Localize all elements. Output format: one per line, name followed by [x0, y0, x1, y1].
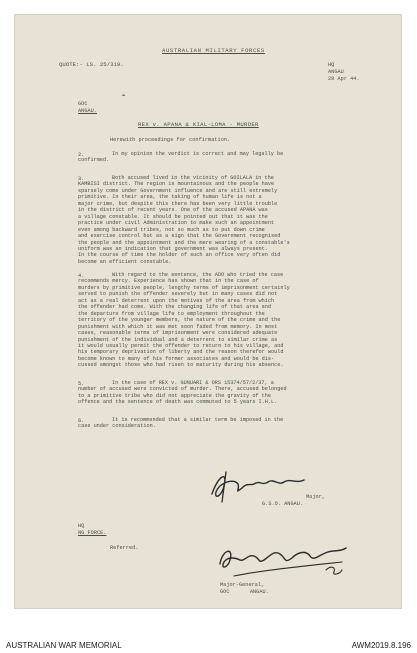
document-subheading: Herewith proceedings for confirmation.	[110, 137, 231, 143]
signature-2	[214, 536, 354, 584]
quote-reference	[59, 62, 124, 68]
footer-right: AWM2019.8.196	[351, 641, 411, 650]
quote-text: QUOTE:- LS. 25/319.	[59, 61, 124, 68]
hq-line: HQ	[328, 62, 335, 68]
ng-force-line: NG FORCE.	[78, 530, 107, 536]
signature-2-rank: Major-General,	[220, 582, 265, 588]
signature-1-scribble-icon	[204, 464, 314, 506]
signature-2-role-1: GOC	[220, 589, 230, 595]
paragraph-4-number: 4.	[78, 273, 85, 279]
paragraph-2-text: In my opinion the verdict is correct and may legally be confirmed.	[78, 151, 284, 164]
paragraph-4-text: With regard to the sentence, the ADO who tried the case recommends mercy. Experience has shown that in the case of murders by primitive people, lengthy terms of imprisonment certainly served to punish the offender severely but in many cases did not act as a real deterrent upon the motives of the area from which the offender had come. With the changing life of that area and the departure from village life to employment throughout the territory of the younger members, the nature of the crime and the punishment with which it was met soon faded from memory. In most cases, reasonable terms of imprisonment were considered adequate punishment of the individual and a deterrent to similar crime as it would usually permit the offender to return to his village, and his temporary deprivation of liberty and the reason therefor would become known to many of his former associates and would be dis- cussed amongst those who had risen to maturity during his absence.	[78, 272, 290, 369]
unit-line: ANGAU	[328, 69, 344, 75]
document-sheet	[14, 14, 402, 609]
signature-2-role-2: ANGAU.	[249, 589, 269, 595]
paragraph-6-text: It is recommended that a similar term be imposed in the case under consideration.	[78, 417, 284, 430]
paragraph-5-text: In the case of REX v. GUNUARI & ORS 15374/57/2/37, a number of accused were convicted of murder. There, accused belonged to a primitive tribe who did not appreciate the gravity of the offence and the sentence of death was commuted to 5 years I.H.L.	[78, 380, 287, 406]
footer	[0, 641, 417, 653]
signature-1-rank: Major,	[306, 494, 325, 500]
paragraph-6-number: 6.	[78, 418, 85, 424]
paragraph-3-text: Both accused lived in the vicinity of GOILALA in the KAMBISI district. The region is mountainous and the people have sparsely come under Government influence and are still extremely primitive. In their area, the taking of human life is not a major crime, but despite this there has been very little trouble in the district of recent years. One of the accused APANA was a village constable. It should be pointed out that it was the practice under civil Administration to make such an appointment even among backward tribes, not so much as to put down crime and exercise control but as a sign that the Government recognised the people and the appointment and the mere wearing of a constable's uniform was an indication that government was always present. In the course of time the holder of such an office very often did become an efficient constable.	[78, 175, 290, 265]
hq-line-2: HQ	[78, 523, 85, 529]
signature-1-role: G.S.O. ANGAU.	[262, 501, 304, 507]
signature-1	[204, 464, 314, 506]
punch-mark: ❧	[122, 92, 126, 99]
addressee-line-1: GOC	[78, 101, 88, 107]
paragraph-5-number: 5.	[78, 381, 85, 387]
document-subject: REX v. APANA & KIAL-LOMA - MURDER	[138, 121, 259, 128]
paragraph-2-number: 2.	[78, 152, 85, 158]
signature-2-scribble-icon	[214, 536, 354, 584]
signature-2-role	[220, 589, 269, 595]
paragraph-3-number: 3.	[78, 176, 85, 182]
document-date: 28 Apr 44.	[328, 76, 360, 82]
referred-line: Referred.	[110, 545, 139, 551]
document-header-title: AUSTRALIAN MILITARY FORCES	[162, 47, 265, 54]
footer-left: AUSTRALIAN WAR MEMORIAL	[6, 641, 122, 650]
addressee-line-2: ANGAU.	[78, 108, 97, 114]
